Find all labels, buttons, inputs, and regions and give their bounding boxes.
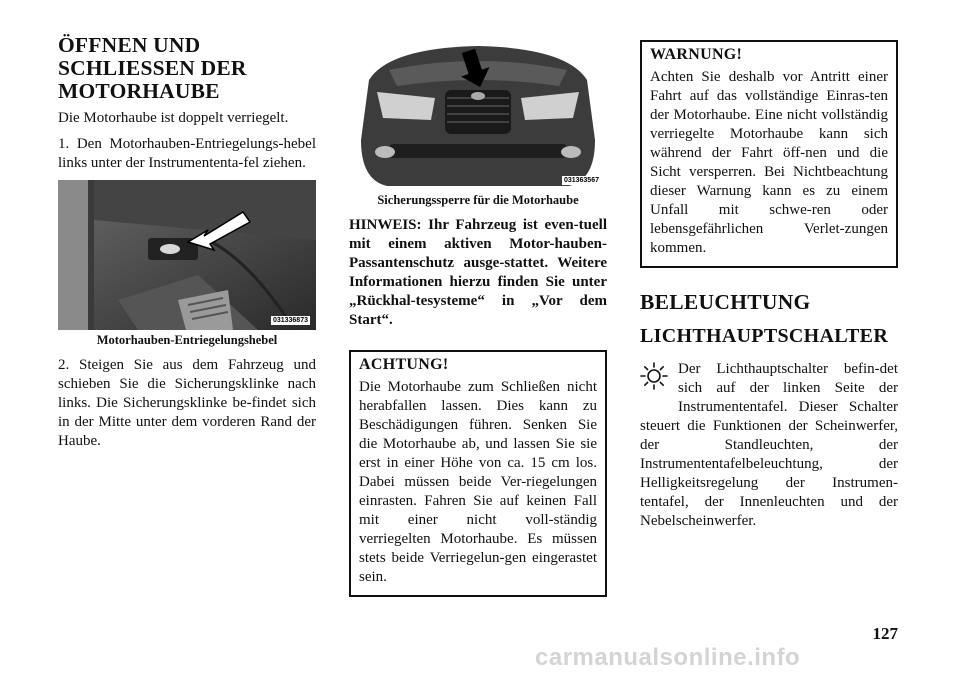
figure-id: 031336873 xyxy=(272,317,308,324)
hood-release-lever-image xyxy=(58,180,316,330)
headlight-sun-icon xyxy=(640,362,668,390)
step-2-text: 2. Steigen Sie aus dem Fahrzeug und schieben Sie die Sicherungsklinke nach links. Die Sicherungsklinke be-findet sich in der Mitte unter dem vorderen Rand der Haube. xyxy=(58,357,316,449)
safety-catch-figure xyxy=(349,40,607,190)
headlight-switch-text: Der Lichthauptschalter befin-det sich auf der linken Seite der Instrumententafel. Dieser Schalter steuert die Funktionen der Scheinwerfer, der Standleuchten, der Instrumententafelbeleuchtung, der Helligkeitsregelung der Instrumen-tentafel, der Innenleuchten und der Nebelscheinwerfer. xyxy=(640,361,898,529)
step-1-text: 1. Den Motorhauben-Entriegelungs-hebel links unter der Instrumententa-fel ziehen. xyxy=(58,136,316,171)
left-column xyxy=(58,30,316,458)
warning-title: WARNUNG! xyxy=(650,46,743,63)
section-title: ÖFFNEN UND SCHLIESSEN DER MOTORHAUBE xyxy=(58,33,247,103)
middle-column xyxy=(349,30,607,597)
section-heading: BELEUCHTUNG xyxy=(640,290,811,314)
caution-text: Die Motorhaube zum Schließen nicht herabfallen lassen. Dies kann zu Beschädigungen führen. Senken Sie die Motorhaube ab, und lassen Sie sie erst in einer Höhe von ca. 15 cm los. Dabei müssen beide Ver-riegelungen einrasten. Fahren Sie auf keinen Fall mit einer nicht voll-ständig verriegelten Motorhaube. Es müssen stets beide Verriegelun-gen eingerastet sein. xyxy=(359,379,597,585)
figure-caption: Motorhauben-Entriegelungshebel xyxy=(96,333,278,347)
headlight-switch-paragraph xyxy=(640,360,898,531)
page-number: 127 xyxy=(872,624,898,643)
right-column xyxy=(640,40,898,538)
figure-id: 031363567 xyxy=(563,177,599,184)
caution-title: ACHTUNG! xyxy=(359,356,449,373)
warning-box xyxy=(640,40,898,268)
figure-caption: Sicherungssperre für die Motorhaube xyxy=(377,193,579,207)
note-text: HINWEIS: Ihr Fahrzeug ist even-tuell mit einem aktiven Motor-hauben-Passantenschutz ausge-stattet. Weitere Informationen hierzu finden Sie unter „Rückhal-tesysteme“ in „Vor dem Start“. xyxy=(349,217,607,328)
watermark: carmanualsonline.info xyxy=(535,644,801,671)
warning-text: Achten Sie deshalb vor Antritt einer Fahrt auf das vollständige Einras-ten der Motorhaube. Eine nicht vollständig verriegelte Motorhaube kann sich während der Fahrt öff-nen und die Sicht versperren. Bei Nichtbeachtung dieser Warnung kann es zu einem Unfall mit schwe-ren oder lebensgefährlichen Verlet-zungen kommen. xyxy=(650,69,888,256)
caution-box xyxy=(349,350,607,597)
sub-heading: LICHTHAUPTSCHALTER xyxy=(640,325,889,347)
intro-text: Die Motorhaube ist doppelt verriegelt. xyxy=(58,110,289,126)
car-front-image xyxy=(349,40,607,190)
hood-release-lever-figure xyxy=(58,180,316,330)
